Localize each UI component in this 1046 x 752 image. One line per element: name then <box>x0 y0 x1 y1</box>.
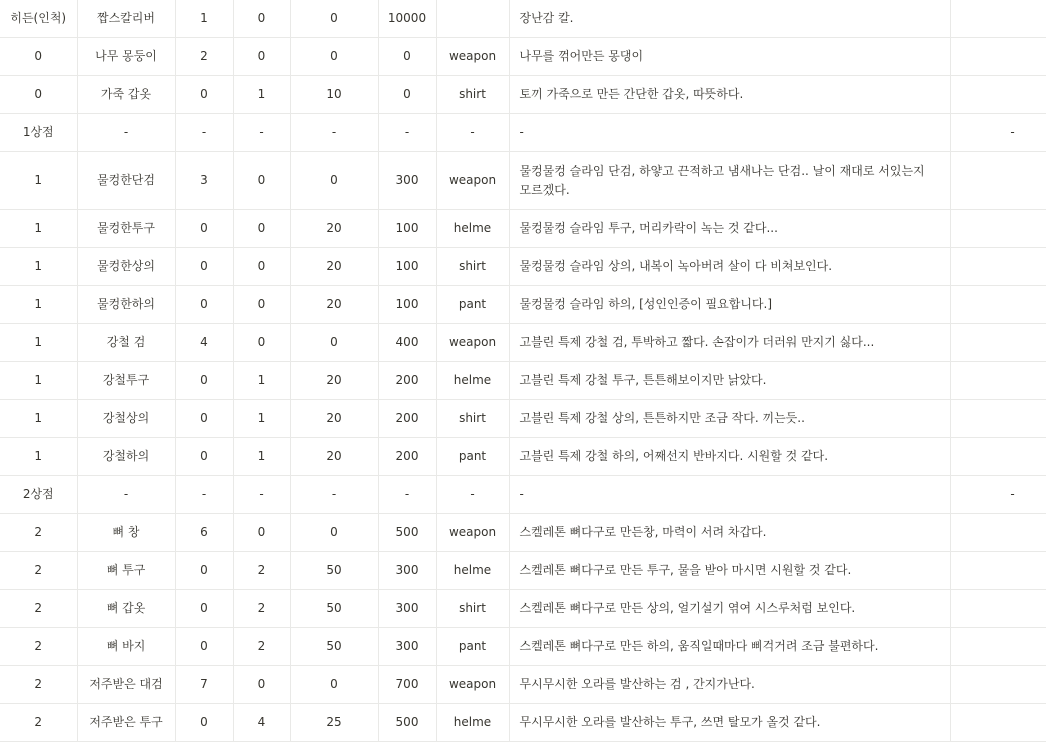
table-row[interactable] <box>0 704 1046 742</box>
cell-price[interactable]: 0 <box>378 38 436 76</box>
cell-tier[interactable]: 1 <box>0 362 77 400</box>
cell-hp[interactable]: 20 <box>290 286 378 324</box>
cell-attack[interactable]: 2 <box>175 38 233 76</box>
cell-extra[interactable] <box>950 210 1046 248</box>
cell-hp[interactable]: - <box>290 476 378 514</box>
table-row[interactable] <box>0 324 1046 362</box>
cell-description[interactable]: 물컹물컹 슬라임 하의, [성인인증이 필요합니다.] <box>509 286 950 324</box>
cell-price[interactable]: 300 <box>378 590 436 628</box>
cell-price[interactable]: 200 <box>378 362 436 400</box>
cell-attack[interactable]: 0 <box>175 400 233 438</box>
cell-defense[interactable]: 1 <box>233 400 290 438</box>
cell-defense[interactable]: 0 <box>233 286 290 324</box>
cell-defense[interactable]: 0 <box>233 210 290 248</box>
cell-hp[interactable]: 50 <box>290 552 378 590</box>
cell-hp[interactable]: 20 <box>290 362 378 400</box>
cell-attack[interactable]: 0 <box>175 438 233 476</box>
cell-item-name[interactable]: 뼈 투구 <box>77 552 175 590</box>
cell-defense[interactable]: 0 <box>233 152 290 210</box>
cell-defense[interactable]: 2 <box>233 552 290 590</box>
cell-extra[interactable] <box>950 76 1046 114</box>
cell-description[interactable]: 스켈레톤 뼈다구로 만든 상의, 얼기설기 엮여 시스루처럼 보인다. <box>509 590 950 628</box>
cell-tier[interactable]: 1 <box>0 438 77 476</box>
table-row[interactable] <box>0 552 1046 590</box>
cell-description[interactable]: 고블린 특제 강철 투구, 튼튼해보이지만 낡았다. <box>509 362 950 400</box>
cell-slot[interactable]: weapon <box>436 324 509 362</box>
table-row[interactable] <box>0 438 1046 476</box>
cell-description[interactable]: 스켈레톤 뼈다구로 만든창, 마력이 서려 차갑다. <box>509 514 950 552</box>
cell-tier[interactable]: 1 <box>0 286 77 324</box>
table-row[interactable] <box>0 210 1046 248</box>
cell-price[interactable]: 300 <box>378 152 436 210</box>
cell-tier[interactable]: 1 <box>0 400 77 438</box>
cell-slot[interactable]: weapon <box>436 514 509 552</box>
cell-defense[interactable]: 1 <box>233 438 290 476</box>
cell-attack[interactable]: 7 <box>175 666 233 704</box>
table-row[interactable] <box>0 114 1046 152</box>
cell-item-name[interactable]: 가죽 갑옷 <box>77 76 175 114</box>
cell-price[interactable]: 100 <box>378 286 436 324</box>
cell-hp[interactable]: 10 <box>290 76 378 114</box>
cell-item-name[interactable]: 나무 몽둥이 <box>77 38 175 76</box>
cell-extra[interactable]: - <box>950 114 1046 152</box>
cell-attack[interactable]: 0 <box>175 210 233 248</box>
cell-attack[interactable]: 0 <box>175 590 233 628</box>
cell-hp[interactable]: - <box>290 114 378 152</box>
cell-tier[interactable]: 1 <box>0 324 77 362</box>
cell-attack[interactable]: 0 <box>175 248 233 286</box>
table-row[interactable] <box>0 248 1046 286</box>
cell-item-name[interactable]: 짭스칼리버 <box>77 0 175 38</box>
cell-hp[interactable]: 20 <box>290 400 378 438</box>
cell-attack[interactable]: 3 <box>175 152 233 210</box>
cell-defense[interactable]: 1 <box>233 362 290 400</box>
cell-hp[interactable]: 50 <box>290 628 378 666</box>
cell-slot[interactable]: shirt <box>436 400 509 438</box>
cell-defense[interactable]: 1 <box>233 76 290 114</box>
cell-slot[interactable]: helme <box>436 210 509 248</box>
cell-description[interactable]: 스켈레톤 뼈다구로 만든 투구, 물을 받아 마시면 시원할 것 같다. <box>509 552 950 590</box>
cell-tier[interactable]: 1 <box>0 210 77 248</box>
cell-description[interactable]: - <box>509 114 950 152</box>
cell-description[interactable]: 장난감 칼. <box>509 0 950 38</box>
cell-attack[interactable]: 1 <box>175 0 233 38</box>
cell-defense[interactable]: 2 <box>233 590 290 628</box>
cell-attack[interactable]: 0 <box>175 552 233 590</box>
cell-description[interactable]: - <box>509 476 950 514</box>
cell-item-name[interactable]: 뼈 바지 <box>77 628 175 666</box>
cell-defense[interactable]: 0 <box>233 514 290 552</box>
cell-extra[interactable] <box>950 324 1046 362</box>
cell-price[interactable]: 400 <box>378 324 436 362</box>
cell-item-name[interactable]: 물컹한상의 <box>77 248 175 286</box>
cell-defense[interactable]: 0 <box>233 666 290 704</box>
cell-tier[interactable]: 2 <box>0 590 77 628</box>
table-row[interactable] <box>0 38 1046 76</box>
cell-extra[interactable] <box>950 400 1046 438</box>
cell-extra[interactable] <box>950 666 1046 704</box>
cell-tier[interactable]: 2 <box>0 666 77 704</box>
cell-attack[interactable]: 6 <box>175 514 233 552</box>
cell-description[interactable]: 고블린 특제 강철 하의, 어째선지 반바지다. 시원할 것 같다. <box>509 438 950 476</box>
cell-defense[interactable]: 2 <box>233 628 290 666</box>
cell-price[interactable]: 100 <box>378 210 436 248</box>
cell-defense[interactable]: 0 <box>233 324 290 362</box>
cell-hp[interactable]: 0 <box>290 152 378 210</box>
table-row[interactable] <box>0 400 1046 438</box>
cell-slot[interactable]: pant <box>436 628 509 666</box>
cell-hp[interactable]: 0 <box>290 38 378 76</box>
cell-tier[interactable]: 2 <box>0 552 77 590</box>
cell-price[interactable]: 700 <box>378 666 436 704</box>
cell-slot[interactable]: weapon <box>436 666 509 704</box>
cell-description[interactable]: 고블린 특제 강철 상의, 튼튼하지만 조금 작다. 끼는듯.. <box>509 400 950 438</box>
cell-item-name[interactable]: 강철하의 <box>77 438 175 476</box>
cell-item-name[interactable]: 물컹한하의 <box>77 286 175 324</box>
cell-extra[interactable] <box>950 248 1046 286</box>
cell-attack[interactable]: 4 <box>175 324 233 362</box>
cell-slot[interactable]: weapon <box>436 38 509 76</box>
cell-slot[interactable]: helme <box>436 704 509 742</box>
cell-tier[interactable]: 1상점 <box>0 114 77 152</box>
cell-price[interactable]: 300 <box>378 628 436 666</box>
cell-attack[interactable]: 0 <box>175 362 233 400</box>
cell-hp[interactable]: 20 <box>290 248 378 286</box>
cell-hp[interactable]: 0 <box>290 514 378 552</box>
cell-price[interactable]: 10000 <box>378 0 436 38</box>
cell-extra[interactable] <box>950 590 1046 628</box>
cell-attack[interactable]: - <box>175 114 233 152</box>
cell-description[interactable]: 나무를 꺾어만든 몽댕이 <box>509 38 950 76</box>
cell-slot[interactable]: helme <box>436 362 509 400</box>
cell-tier[interactable]: 2 <box>0 628 77 666</box>
cell-item-name[interactable]: 저주받은 대검 <box>77 666 175 704</box>
cell-defense[interactable]: - <box>233 476 290 514</box>
cell-hp[interactable]: 0 <box>290 666 378 704</box>
table-row[interactable] <box>0 362 1046 400</box>
cell-attack[interactable]: 0 <box>175 704 233 742</box>
cell-slot[interactable]: - <box>436 476 509 514</box>
cell-defense[interactable]: 0 <box>233 38 290 76</box>
cell-description[interactable]: 물컹물컹 슬라임 상의, 내복이 녹아버려 살이 다 비쳐보인다. <box>509 248 950 286</box>
cell-attack[interactable]: - <box>175 476 233 514</box>
cell-description[interactable]: 고블린 특제 강철 검, 투박하고 짧다. 손잡이가 더러워 만지기 싫다... <box>509 324 950 362</box>
cell-slot[interactable]: helme <box>436 552 509 590</box>
cell-item-name[interactable]: 강철상의 <box>77 400 175 438</box>
table-row[interactable] <box>0 0 1046 38</box>
cell-description[interactable]: 무시무시한 오라를 발산하는 검 , 간지가난다. <box>509 666 950 704</box>
cell-slot[interactable]: shirt <box>436 248 509 286</box>
cell-slot[interactable]: shirt <box>436 590 509 628</box>
cell-description[interactable]: 무시무시한 오라를 발산하는 투구, 쓰면 탈모가 올것 같다. <box>509 704 950 742</box>
cell-tier[interactable]: 2 <box>0 704 77 742</box>
cell-price[interactable]: 100 <box>378 248 436 286</box>
cell-extra[interactable] <box>950 38 1046 76</box>
table-row[interactable] <box>0 590 1046 628</box>
cell-item-name[interactable]: - <box>77 114 175 152</box>
cell-price[interactable]: 200 <box>378 438 436 476</box>
cell-attack[interactable]: 0 <box>175 286 233 324</box>
cell-tier[interactable]: 히든(인척) <box>0 0 77 38</box>
table-row[interactable] <box>0 76 1046 114</box>
cell-extra[interactable] <box>950 514 1046 552</box>
cell-extra[interactable] <box>950 286 1046 324</box>
cell-description[interactable]: 물컹물컹 슬라임 투구, 머리카락이 녹는 것 같다... <box>509 210 950 248</box>
table-row[interactable] <box>0 628 1046 666</box>
cell-tier[interactable]: 1 <box>0 152 77 210</box>
table-row[interactable] <box>0 286 1046 324</box>
cell-item-name[interactable]: 저주받은 투구 <box>77 704 175 742</box>
cell-extra[interactable] <box>950 552 1046 590</box>
cell-hp[interactable]: 0 <box>290 0 378 38</box>
cell-extra[interactable] <box>950 0 1046 38</box>
cell-description[interactable]: 토끼 가죽으로 만든 간단한 갑옷, 따뜻하다. <box>509 76 950 114</box>
cell-slot[interactable]: pant <box>436 286 509 324</box>
cell-extra[interactable] <box>950 362 1046 400</box>
cell-price[interactable]: 300 <box>378 552 436 590</box>
cell-item-name[interactable]: 강철 검 <box>77 324 175 362</box>
table-row[interactable] <box>0 152 1046 210</box>
table-row[interactable] <box>0 476 1046 514</box>
cell-extra[interactable] <box>950 704 1046 742</box>
cell-tier[interactable]: 2상점 <box>0 476 77 514</box>
cell-hp[interactable]: 20 <box>290 210 378 248</box>
cell-slot[interactable]: - <box>436 114 509 152</box>
cell-hp[interactable]: 20 <box>290 438 378 476</box>
cell-slot[interactable] <box>436 0 509 38</box>
table-row[interactable] <box>0 666 1046 704</box>
cell-item-name[interactable]: 뼈 갑옷 <box>77 590 175 628</box>
cell-item-name[interactable]: 뼈 창 <box>77 514 175 552</box>
cell-hp[interactable]: 50 <box>290 590 378 628</box>
cell-price[interactable]: 500 <box>378 704 436 742</box>
cell-slot[interactable]: shirt <box>436 76 509 114</box>
cell-price[interactable]: 500 <box>378 514 436 552</box>
cell-item-name[interactable]: 물컹한단검 <box>77 152 175 210</box>
cell-defense[interactable]: - <box>233 114 290 152</box>
cell-price[interactable]: - <box>378 476 436 514</box>
cell-price[interactable]: 0 <box>378 76 436 114</box>
cell-extra[interactable] <box>950 438 1046 476</box>
cell-slot[interactable]: weapon <box>436 152 509 210</box>
cell-tier[interactable]: 2 <box>0 514 77 552</box>
cell-tier[interactable]: 1 <box>0 248 77 286</box>
cell-slot[interactable]: pant <box>436 438 509 476</box>
cell-extra[interactable]: - <box>950 476 1046 514</box>
cell-description[interactable]: 물컹물컹 슬라임 단검, 하얗고 끈적하고 냄새나는 단검.. 날이 재대로 서있는지 모르겠다. <box>509 152 950 210</box>
cell-attack[interactable]: 0 <box>175 628 233 666</box>
cell-defense[interactable]: 4 <box>233 704 290 742</box>
cell-price[interactable]: - <box>378 114 436 152</box>
cell-hp[interactable]: 0 <box>290 324 378 362</box>
cell-price[interactable]: 200 <box>378 400 436 438</box>
cell-extra[interactable] <box>950 628 1046 666</box>
cell-tier[interactable]: 0 <box>0 38 77 76</box>
cell-attack[interactable]: 0 <box>175 76 233 114</box>
cell-description[interactable]: 스켈레톤 뼈다구로 만든 하의, 움직일때마다 삐걱거려 조금 불편하다. <box>509 628 950 666</box>
table-row[interactable] <box>0 514 1046 552</box>
cell-defense[interactable]: 0 <box>233 0 290 38</box>
cell-item-name[interactable]: - <box>77 476 175 514</box>
cell-defense[interactable]: 0 <box>233 248 290 286</box>
cell-hp[interactable]: 25 <box>290 704 378 742</box>
cell-item-name[interactable]: 강철투구 <box>77 362 175 400</box>
cell-extra[interactable] <box>950 152 1046 210</box>
cell-item-name[interactable]: 물컹한투구 <box>77 210 175 248</box>
cell-tier[interactable]: 0 <box>0 76 77 114</box>
